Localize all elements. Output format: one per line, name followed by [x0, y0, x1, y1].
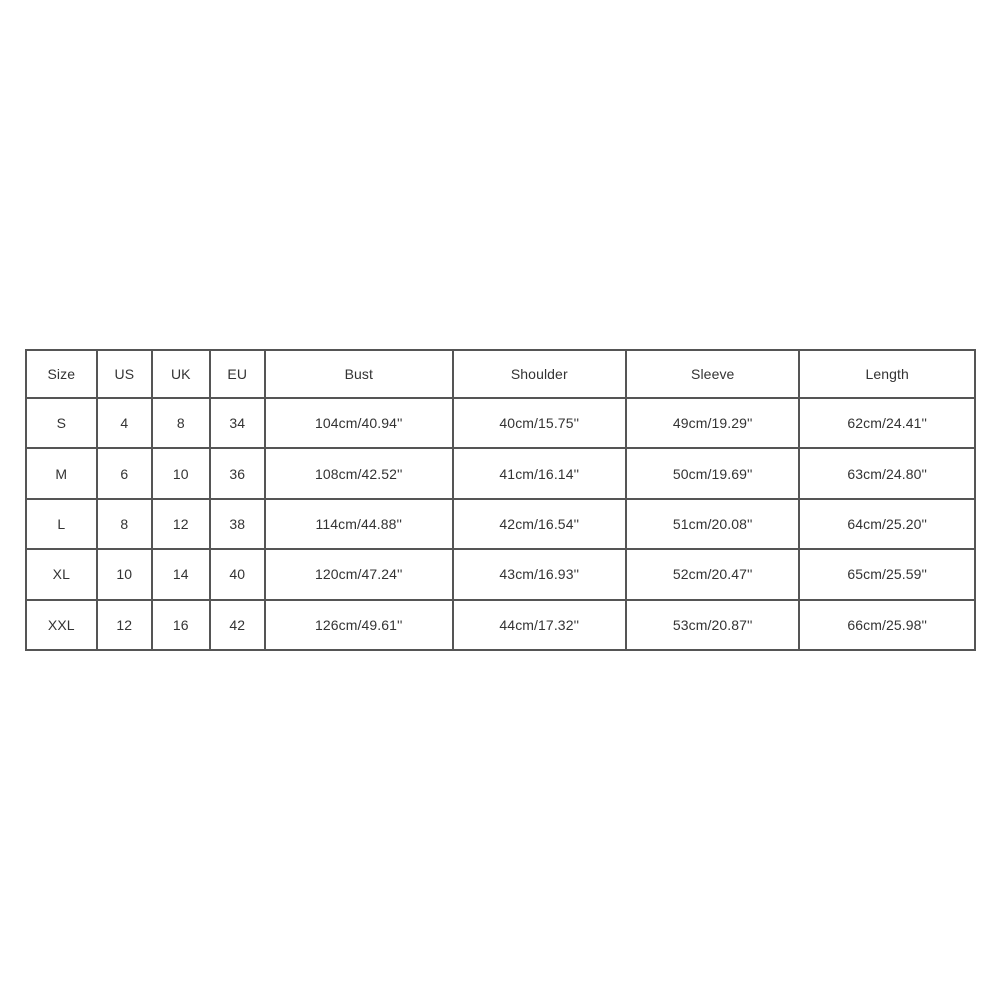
header-sleeve: Sleeve [626, 350, 799, 398]
cell-us: 12 [97, 600, 152, 650]
cell-length: 63cm/24.80'' [799, 448, 975, 498]
cell-size: S [26, 398, 97, 448]
cell-eu: 34 [210, 398, 265, 448]
cell-bust: 126cm/49.61'' [265, 600, 453, 650]
cell-length: 66cm/25.98'' [799, 600, 975, 650]
cell-size: XXL [26, 600, 97, 650]
cell-size: L [26, 499, 97, 549]
table-row [26, 499, 975, 549]
cell-us: 4 [97, 398, 152, 448]
cell-shoulder: 43cm/16.93'' [453, 549, 626, 599]
cell-eu: 42 [210, 600, 265, 650]
cell-size: XL [26, 549, 97, 599]
cell-sleeve: 52cm/20.47'' [626, 549, 799, 599]
table-row [26, 549, 975, 599]
header-bust: Bust [265, 350, 453, 398]
cell-eu: 36 [210, 448, 265, 498]
cell-uk: 8 [152, 398, 209, 448]
cell-uk: 16 [152, 600, 209, 650]
cell-length: 64cm/25.20'' [799, 499, 975, 549]
cell-bust: 108cm/42.52'' [265, 448, 453, 498]
cell-eu: 40 [210, 549, 265, 599]
cell-sleeve: 53cm/20.87'' [626, 600, 799, 650]
table-row [26, 398, 975, 448]
header-size: Size [26, 350, 97, 398]
cell-bust: 120cm/47.24'' [265, 549, 453, 599]
cell-length: 65cm/25.59'' [799, 549, 975, 599]
table-row [26, 448, 975, 498]
cell-us: 8 [97, 499, 152, 549]
cell-sleeve: 51cm/20.08'' [626, 499, 799, 549]
cell-uk: 10 [152, 448, 209, 498]
header-length: Length [799, 350, 975, 398]
cell-shoulder: 40cm/15.75'' [453, 398, 626, 448]
table-row [26, 600, 975, 650]
header-row [26, 350, 975, 398]
cell-shoulder: 42cm/16.54'' [453, 499, 626, 549]
cell-eu: 38 [210, 499, 265, 549]
cell-bust: 104cm/40.94'' [265, 398, 453, 448]
cell-bust: 114cm/44.88'' [265, 499, 453, 549]
cell-uk: 12 [152, 499, 209, 549]
cell-shoulder: 41cm/16.14'' [453, 448, 626, 498]
cell-us: 6 [97, 448, 152, 498]
cell-us: 10 [97, 549, 152, 599]
header-shoulder: Shoulder [453, 350, 626, 398]
cell-length: 62cm/24.41'' [799, 398, 975, 448]
cell-sleeve: 49cm/19.29'' [626, 398, 799, 448]
header-uk: UK [152, 350, 209, 398]
cell-sleeve: 50cm/19.69'' [626, 448, 799, 498]
cell-uk: 14 [152, 549, 209, 599]
cell-shoulder: 44cm/17.32'' [453, 600, 626, 650]
cell-size: M [26, 448, 97, 498]
size-chart-table [25, 349, 976, 651]
header-eu: EU [210, 350, 265, 398]
header-us: US [97, 350, 152, 398]
